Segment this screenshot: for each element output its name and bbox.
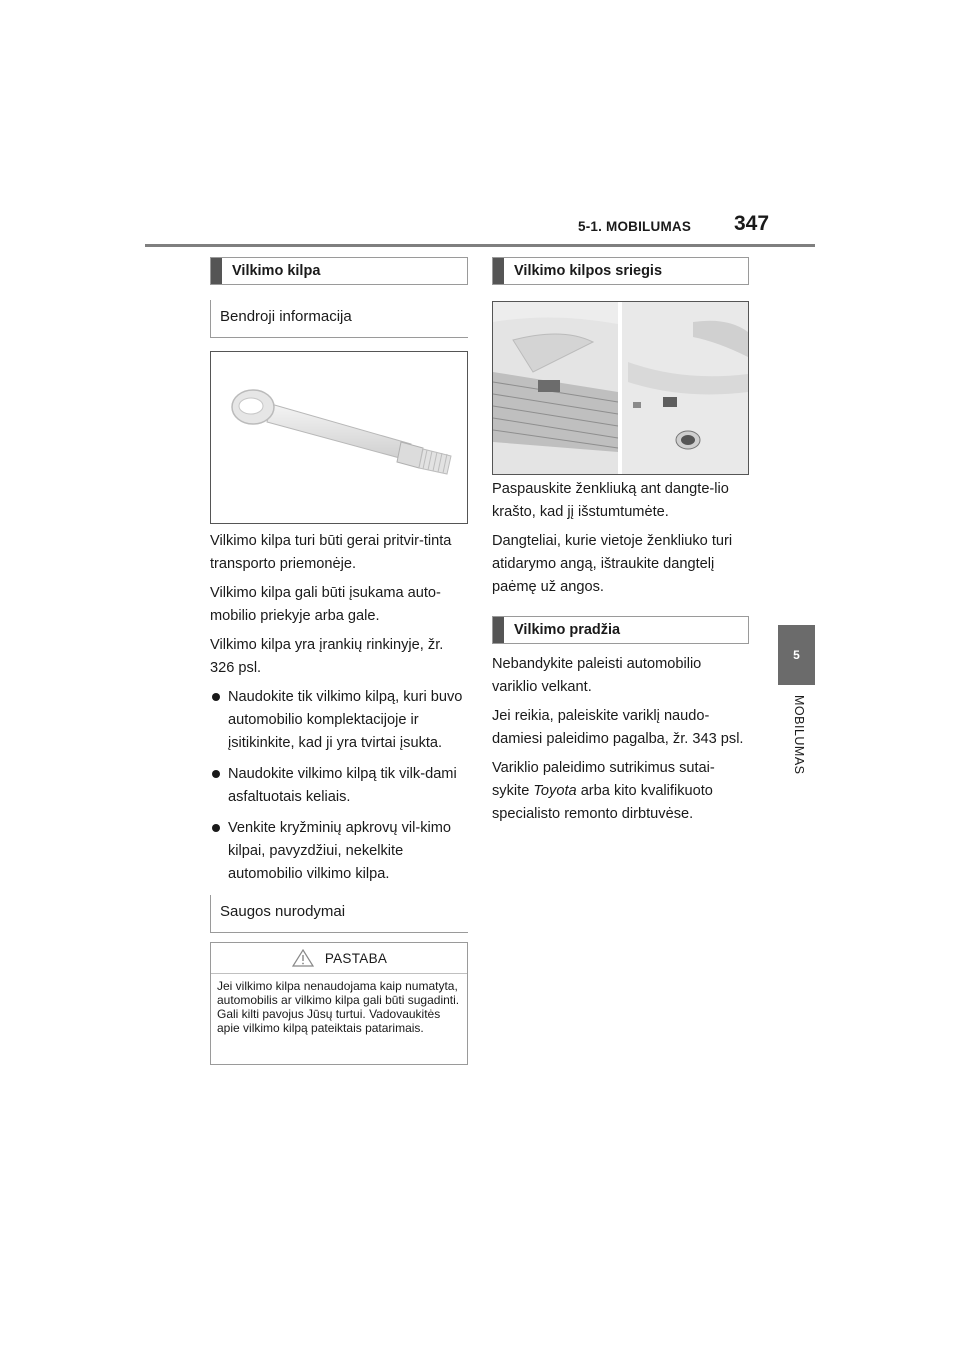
paragraph: Nebandykite paleisti automobilio variklio velkant. bbox=[492, 656, 702, 695]
page-number: 347 bbox=[734, 212, 770, 235]
notice-box bbox=[210, 942, 468, 1065]
header-divider bbox=[145, 244, 815, 247]
subheader-safety: Saugos nurodymai bbox=[210, 895, 468, 933]
subheader-general-info: Bendroji informacija bbox=[210, 300, 468, 338]
brand-name: Toyota bbox=[533, 783, 577, 799]
notice-title: PASTABA bbox=[211, 943, 467, 974]
list-item: Naudokite vilkimo kilpą tik vilk-dami asfaltuotais keliais. bbox=[210, 763, 468, 809]
left-text-block bbox=[210, 530, 468, 894]
bullet-icon bbox=[212, 824, 220, 832]
paragraph: Jei reikia, paleiskite variklį naudo-damiesi paleidimo pagalba, žr. 343 psl. bbox=[492, 708, 744, 747]
right-text-block-thread bbox=[492, 478, 749, 605]
right-text-block-start bbox=[492, 653, 749, 832]
towing-eye-image bbox=[211, 352, 467, 523]
list-item: Naudokite tik vilkimo kilpą, kuri buvo automobilio komplektacijoje ir įsitikinkite, kad ji yra tvirtai įsukta. bbox=[210, 686, 468, 755]
bullet-icon bbox=[212, 770, 220, 778]
notice-body: Jei vilkimo kilpa nenaudojama kaip numatyta, automobilis ar vilkimo kilpa gali būti sugadinti. Gali kilti pavojus Jūsų turtui. Vadovaukitės apie vilkimo kilpą pateiktais patarimais. bbox=[217, 979, 460, 1035]
section-header-towing-eye: Vilkimo kilpa bbox=[210, 257, 468, 285]
section-title: 5-1. MOBILUMAS bbox=[578, 219, 692, 234]
section-header-start-towing: Vilkimo pradžia bbox=[492, 616, 749, 644]
paragraph: Vilkimo kilpa yra įrankių rinkinyje, žr. 326 psl. bbox=[210, 637, 444, 676]
bumper-cover-figure bbox=[492, 301, 749, 475]
list-item: Venkite kryžminių apkrovų vil-kimo kilpai, pavyzdžiui, nekelkite automobilio vilkimo kilpa. bbox=[210, 817, 468, 886]
chapter-tab[interactable] bbox=[778, 625, 815, 685]
paragraph: Variklio paleidimo sutrikimus sutai-sykite Toyota arba kito kvalifikuoto specialisto remonto dirbtuvėse. bbox=[492, 760, 715, 822]
paragraph: Paspauskite ženkliuką ant dangte-lio krašto, kad jį išstumtumėte. bbox=[492, 481, 729, 520]
towing-eye-figure bbox=[210, 351, 468, 524]
paragraph: Vilkimo kilpa turi būti gerai pritvir-tinta transporto priemonėje. bbox=[210, 533, 452, 572]
section-header-thread: Vilkimo kilpos sriegis bbox=[492, 257, 749, 285]
paragraph: Dangteliai, kurie vietoje ženkliuko turi atidarymo angą, ištraukite dangtelį paėmę už angos. bbox=[492, 533, 733, 595]
paragraph: Vilkimo kilpa gali būti įsukama auto-mobilio priekyje arba gale. bbox=[210, 585, 441, 624]
chapter-label: MOBILUMAS bbox=[792, 695, 806, 775]
chapter-number: 5 bbox=[793, 648, 800, 662]
bullet-icon bbox=[212, 693, 220, 701]
bumper-cover-image bbox=[493, 302, 748, 474]
warning-triangle-icon bbox=[291, 948, 315, 968]
